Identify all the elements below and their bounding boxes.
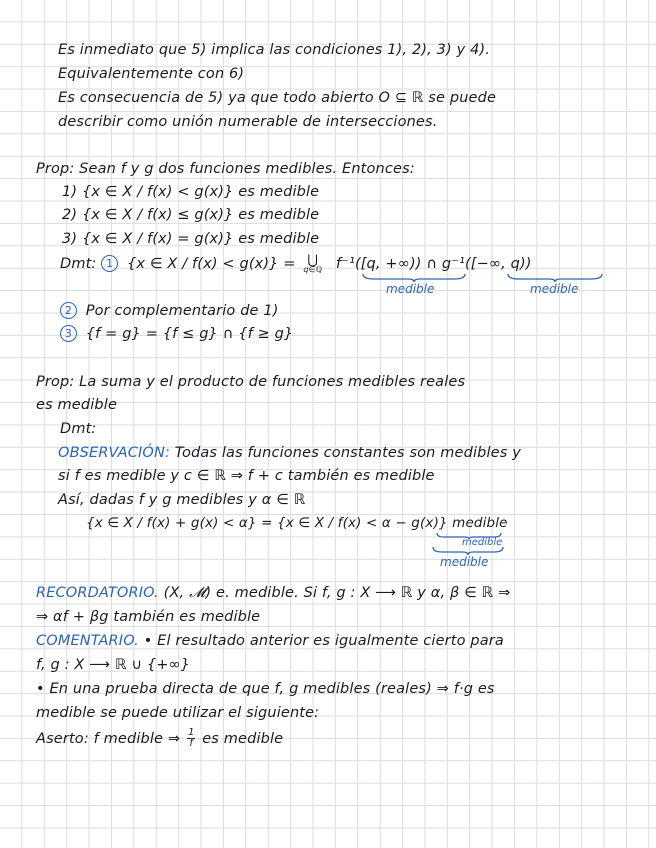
comentario-label: COMENTARIO. [36, 633, 139, 649]
circled-number-3: 3 [60, 325, 77, 342]
dmt-item-3-text: {f = g} = {f ≤ g} ∩ {f ≥ g} [85, 326, 294, 342]
union-symbol [303, 255, 322, 274]
recordatorio-text: (X, 𝓜) e. medible. Si f, g : X ⟶ ℝ y α, β ∈ ℝ ⇒ [163, 585, 511, 601]
recordatorio-line-2: ⇒ αf + βg también es medible [36, 609, 261, 625]
aserto-line [36, 728, 283, 749]
fraction-one-over-f [187, 728, 196, 749]
union-glyph: ⋃ [307, 253, 319, 268]
observation-line-1 [58, 444, 521, 462]
aserto-label: Aserto: [36, 731, 89, 747]
dmt-label: Dmt: [60, 256, 97, 272]
proposition-1: Prop: Sean f y g dos funciones medibles. Entonces: [36, 161, 415, 177]
text-line-3: Es consecuencia de 5) ya que todo abierto O ⊆ ℝ se puede [58, 90, 497, 106]
label-medible-2: medible [530, 282, 579, 296]
dmt-item-3 [60, 325, 293, 343]
label-medible-4: medible [440, 555, 489, 569]
prop1-item-3: 3) {x ∈ X / f(x) = g(x)} es medible [62, 231, 320, 247]
comentario-line-1 [36, 632, 504, 650]
text-line-1: Es inmediato que 5) implica las condiciones 1), 2), 3) y 4). [58, 42, 491, 58]
recordatorio-label: RECORDATORIO. [36, 585, 159, 601]
recordatorio-line-1 [36, 584, 510, 602]
fraction-denominator: f [189, 738, 194, 749]
bullet-2-line-1: • En una prueba directa de que f, g medibles (reales) ⇒ f·g es [36, 681, 495, 697]
circled-number-2: 2 [60, 302, 77, 319]
comentario-line-2: f, g : X ⟶ ℝ ∪ {+∞} [36, 657, 191, 673]
aserto-text: f medible ⇒ [93, 731, 181, 747]
equation-line: {x ∈ X / f(x) + g(x) < α} = {x ∈ X / f(x) < α − g(x)} medible [86, 515, 508, 531]
aserto-end: es medible [202, 731, 284, 747]
observation-text: Todas las funciones constantes son medibles y [174, 445, 521, 461]
demonstration-2: Dmt: [60, 421, 97, 437]
observation-line-2: si f es medible y c ∈ ℝ ⇒ f + c también es medible [58, 468, 435, 484]
proposition-2-line-1: Prop: La suma y el producto de funciones medibles reales [36, 374, 466, 390]
text-line-4: describir como unión numerable de intersecciones. [58, 114, 438, 130]
label-medible-1: medible [386, 282, 435, 296]
proposition-2-line-2: es medible [36, 397, 118, 413]
text-line-2: Equivalentemente con 6) [58, 66, 245, 82]
union-subscript: q∈ℚ [303, 265, 323, 274]
asi-line: Así, dadas f y g medibles y α ∈ ℝ [58, 492, 306, 508]
observation-label: OBSERVACIÓN: [58, 445, 171, 461]
circled-number-1: 1 [101, 255, 118, 272]
dmt1-left-set: {x ∈ X / f(x) < g(x)} = [127, 256, 296, 272]
fraction-numerator: 1 [187, 727, 195, 738]
dmt-item-2-text: Por complementario de 1) [85, 303, 279, 319]
prop1-item-2: 2) {x ∈ X / f(x) ≤ g(x)} es medible [62, 207, 320, 223]
label-medible-3: medible [462, 537, 503, 548]
comentario-text: • El resultado anterior es igualmente cierto para [143, 633, 504, 649]
dmt1-right-sets: f⁻¹([q, +∞)) ∩ g⁻¹([−∞, q)) [335, 256, 532, 272]
prop1-item-1: 1) {x ∈ X / f(x) < g(x)} es medible [62, 184, 320, 200]
dmt-item-2 [60, 302, 279, 320]
demonstration-1 [60, 255, 532, 274]
bullet-2-line-2: medible se puede utilizar el siguiente: [36, 705, 320, 721]
